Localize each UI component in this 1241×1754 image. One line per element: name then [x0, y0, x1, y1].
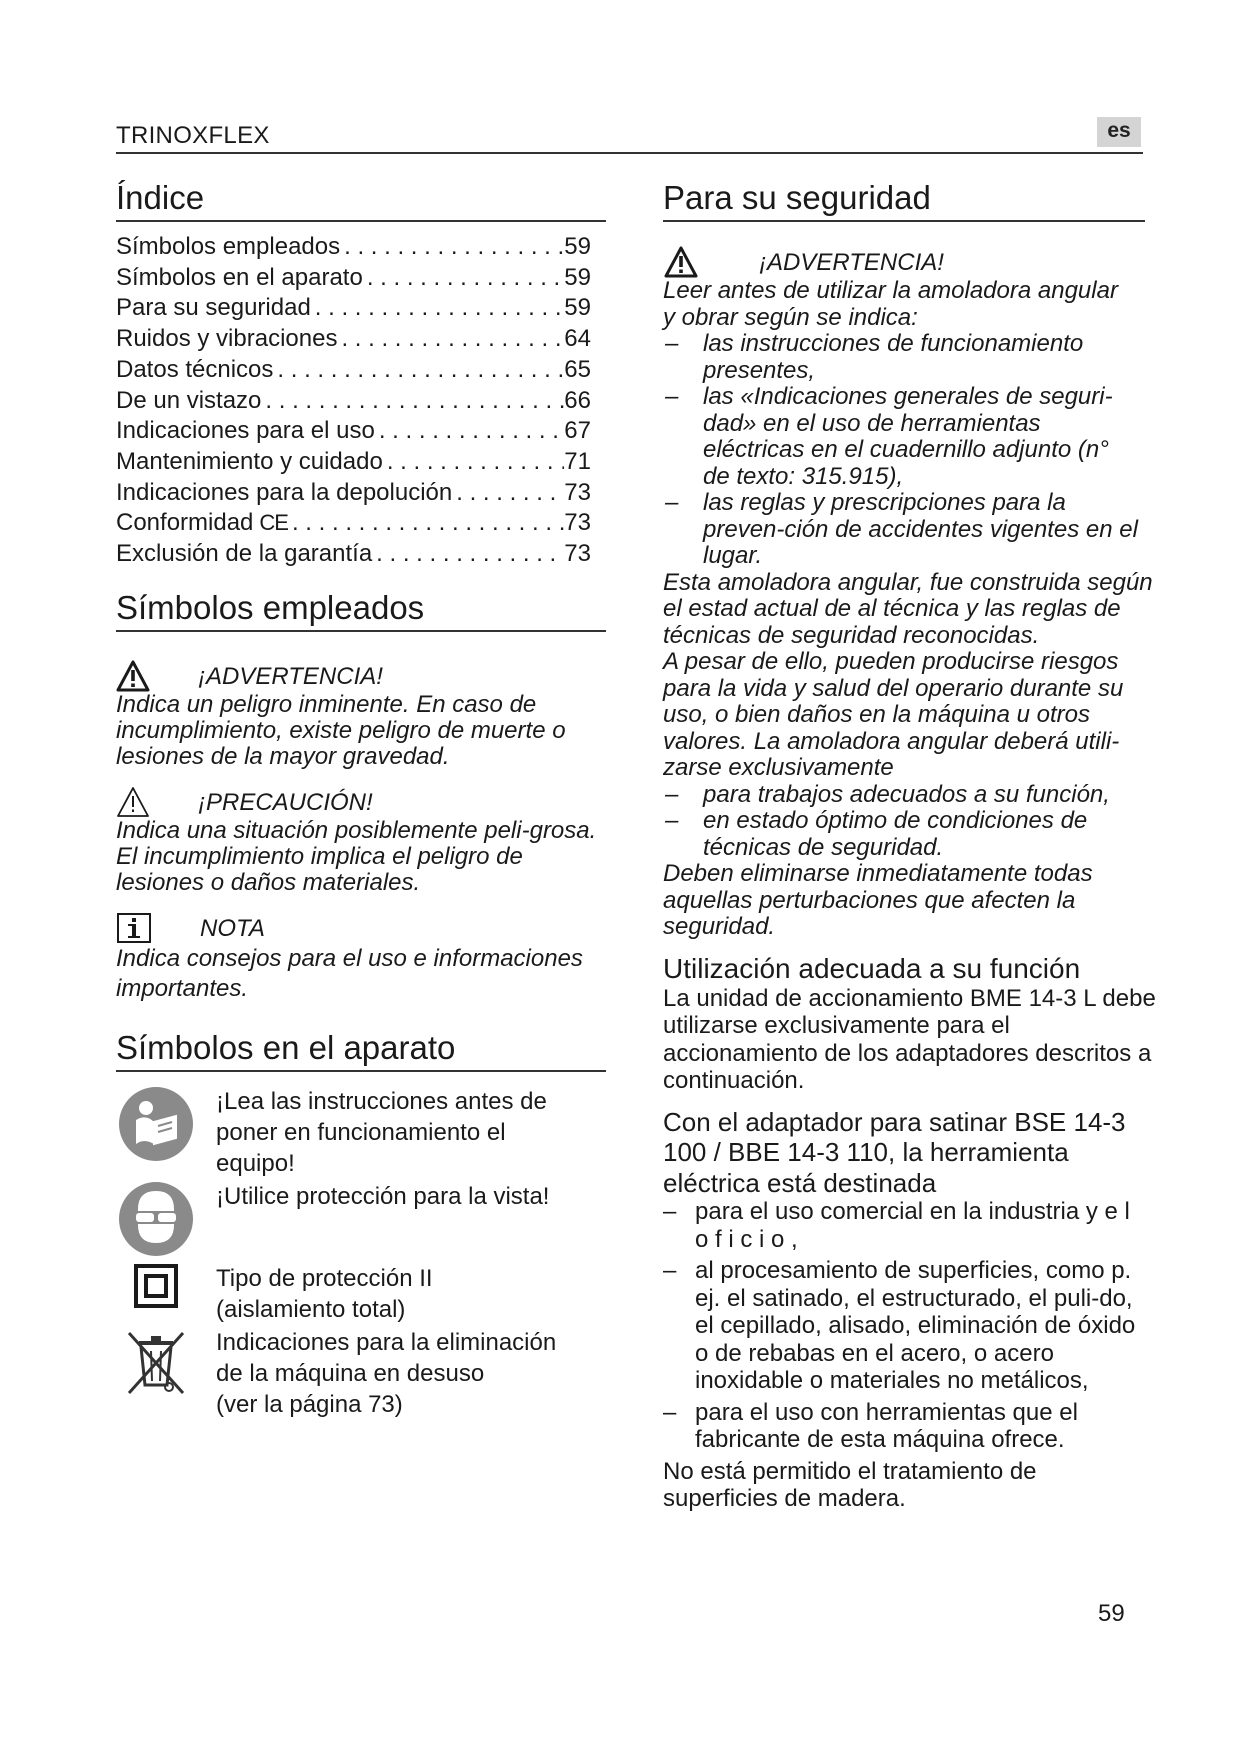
toc-item[interactable]: Símbolos en el aparato . . . 59: [116, 263, 591, 294]
disposal-line: Indicaciones para la eliminación: [216, 1328, 557, 1356]
warning-text: Indica un peligro inminente. En caso de incumplimiento, existe peligro de muerte o lesiones de la mayor gravedad.: [116, 690, 566, 770]
list-item: – las reglas y prescripciones para la preven-ción de accidentes vigentes en el lugar.: [663, 490, 1153, 570]
eye-protection-icon: [118, 1181, 194, 1257]
device-symbols-title: Símbolos en el aparato: [116, 1028, 606, 1072]
note-title: NOTA: [200, 914, 265, 942]
header-divider: [116, 152, 1143, 154]
intended-use-title: Utilización adecuada a su función: [663, 952, 1081, 984]
intended-use-text: La unidad de accionamiento BME 14-3 L debe utilizarse exclusivamente para el accionamiento de los adaptadores descritos a continuación.: [663, 984, 1156, 1094]
table-of-contents: [116, 232, 606, 570]
safety-paragraph: Esta amoladora angular, fue construida según el estad actual de al técnica y las reglas de técnicas de seguridad reconocidas.: [663, 568, 1153, 649]
warning-triangle-icon: [116, 660, 150, 692]
protection-class-line: Tipo de protección II: [216, 1264, 433, 1292]
adapter-subtitle: Con el adaptador para satinar BSE 14-3 100 / BBE 14-3 110, la herramienta eléctrica está destinada: [663, 1106, 1126, 1198]
protection-class-line: (aislamiento total): [216, 1295, 406, 1323]
safety-warning-title: ¡ADVERTENCIA!: [759, 248, 944, 276]
device-symbol-eye-protection: [116, 1181, 606, 1257]
read-manual-icon: [118, 1086, 194, 1162]
symbols-section-title: Símbolos empleados: [116, 588, 606, 632]
device-symbol-disposal: [116, 1327, 606, 1420]
caution-triangle-icon: [116, 786, 150, 818]
warning-symbol-block: [116, 650, 606, 770]
protection-class-ii-icon: [133, 1263, 179, 1309]
toc-item[interactable]: Exclusión de la garantía . . . 73: [116, 539, 591, 570]
disposal-line: de la máquina en desuso: [216, 1359, 485, 1387]
caution-text: Indica una situación posiblemente peli-grosa. El incumplimiento implica el peligro de lesiones o daños materiales.: [116, 816, 597, 896]
language-badge: es: [1097, 117, 1141, 147]
warning-triangle-icon: [663, 246, 699, 278]
note-text: Indica consejos para el uso e informaciones importantes.: [116, 944, 583, 1002]
intended-use-list: [663, 1198, 1143, 1454]
toc-item[interactable]: Datos técnicos . . . 65: [116, 355, 591, 386]
list-item: – al procesamiento de superficies, como p. ej. el satinado, el estructurado, el puli-do, el cepillado, alisado, eliminación de óxido o de rebabas en el acero, o acero inoxidable o materiales no metálicos,: [663, 1257, 1136, 1394]
intended-use-closing: No está permitido el tratamiento de superficies de madera.: [663, 1457, 1037, 1512]
right-column: [663, 178, 1163, 1513]
device-symbol-protection-class: [116, 1263, 606, 1325]
device-symbol-read-manual: [116, 1086, 606, 1179]
device-symbol-text: ¡Lea las instrucciones antes de poner en funcionamiento el equipo!: [216, 1087, 547, 1177]
toc-item[interactable]: Indicaciones para el uso . . . 67: [116, 416, 591, 447]
page-number: 59: [1098, 1600, 1125, 1627]
safety-paragraph: Deben eliminarse inmediatamente todas aquellas perturbaciones que afecten la seguridad.: [663, 860, 1093, 940]
safety-warning-block: [663, 238, 1163, 941]
note-symbol-block: [116, 902, 606, 1004]
info-icon: [116, 912, 152, 944]
toc-item[interactable]: Para su seguridad . . . 59: [116, 293, 591, 324]
toc-item[interactable]: Mantenimiento y cuidado . . . 71: [116, 447, 591, 478]
toc-item[interactable]: Indicaciones para la depolución . . . 73: [116, 478, 591, 509]
document-header-title: TRINOXFLEX: [116, 122, 270, 149]
toc-item[interactable]: Símbolos empleados . . . 59: [116, 232, 591, 263]
device-symbol-text: ¡Utilice protección para la vista!: [216, 1182, 550, 1210]
disposal-line: (ver la página 73): [216, 1390, 403, 1418]
list-item: – para el uso con herramientas que el fabricante de esta máquina ofrece.: [663, 1398, 1078, 1453]
toc-item[interactable]: Conformidad CE . . . 73: [116, 508, 591, 539]
list-item: – en estado óptimo de condiciones de técnicas de seguridad.: [663, 808, 1143, 861]
list-item: – las «Indicaciones generales de seguri-dad» en el uso de herramientas eléctricas en el cuadernillo adjunto (n° de texto: 315.915),: [663, 384, 1153, 490]
toc-item[interactable]: De un vistazo . . . 66: [116, 386, 591, 417]
safety-section-title: Para su seguridad: [663, 178, 1145, 222]
safety-conditions-list: [663, 782, 1143, 862]
toc-title: Índice: [116, 178, 606, 222]
list-item: – para el uso comercial en la industria y e l o f i c i o ,: [663, 1198, 1130, 1253]
ce-mark-icon: CE: [259, 510, 288, 536]
caution-title: ¡PRECAUCIÓN!: [198, 788, 373, 816]
list-item: – para trabajos adecuados a su función,: [663, 782, 1143, 809]
list-item: – las instrucciones de funcionamiento presentes,: [663, 331, 1153, 384]
disposal-bin-icon: [123, 1327, 189, 1397]
toc-item[interactable]: Ruidos y vibraciones . . . 64: [116, 324, 591, 355]
left-column: [116, 178, 606, 1420]
caution-symbol-block: [116, 776, 606, 896]
safety-intro: Leer antes de utilizar la amoladora angular y obrar según se indica:: [663, 277, 1118, 331]
safety-paragraph: A pesar de ello, pueden producirse riesgos para la vida y salud del operario durante su uso, o bien daños en la máquina u otros valores. La amoladora angular deberá utili-zarse exclusivamente: [663, 648, 1124, 781]
warning-title: ¡ADVERTENCIA!: [198, 662, 383, 690]
safety-document-list: [663, 331, 1153, 570]
